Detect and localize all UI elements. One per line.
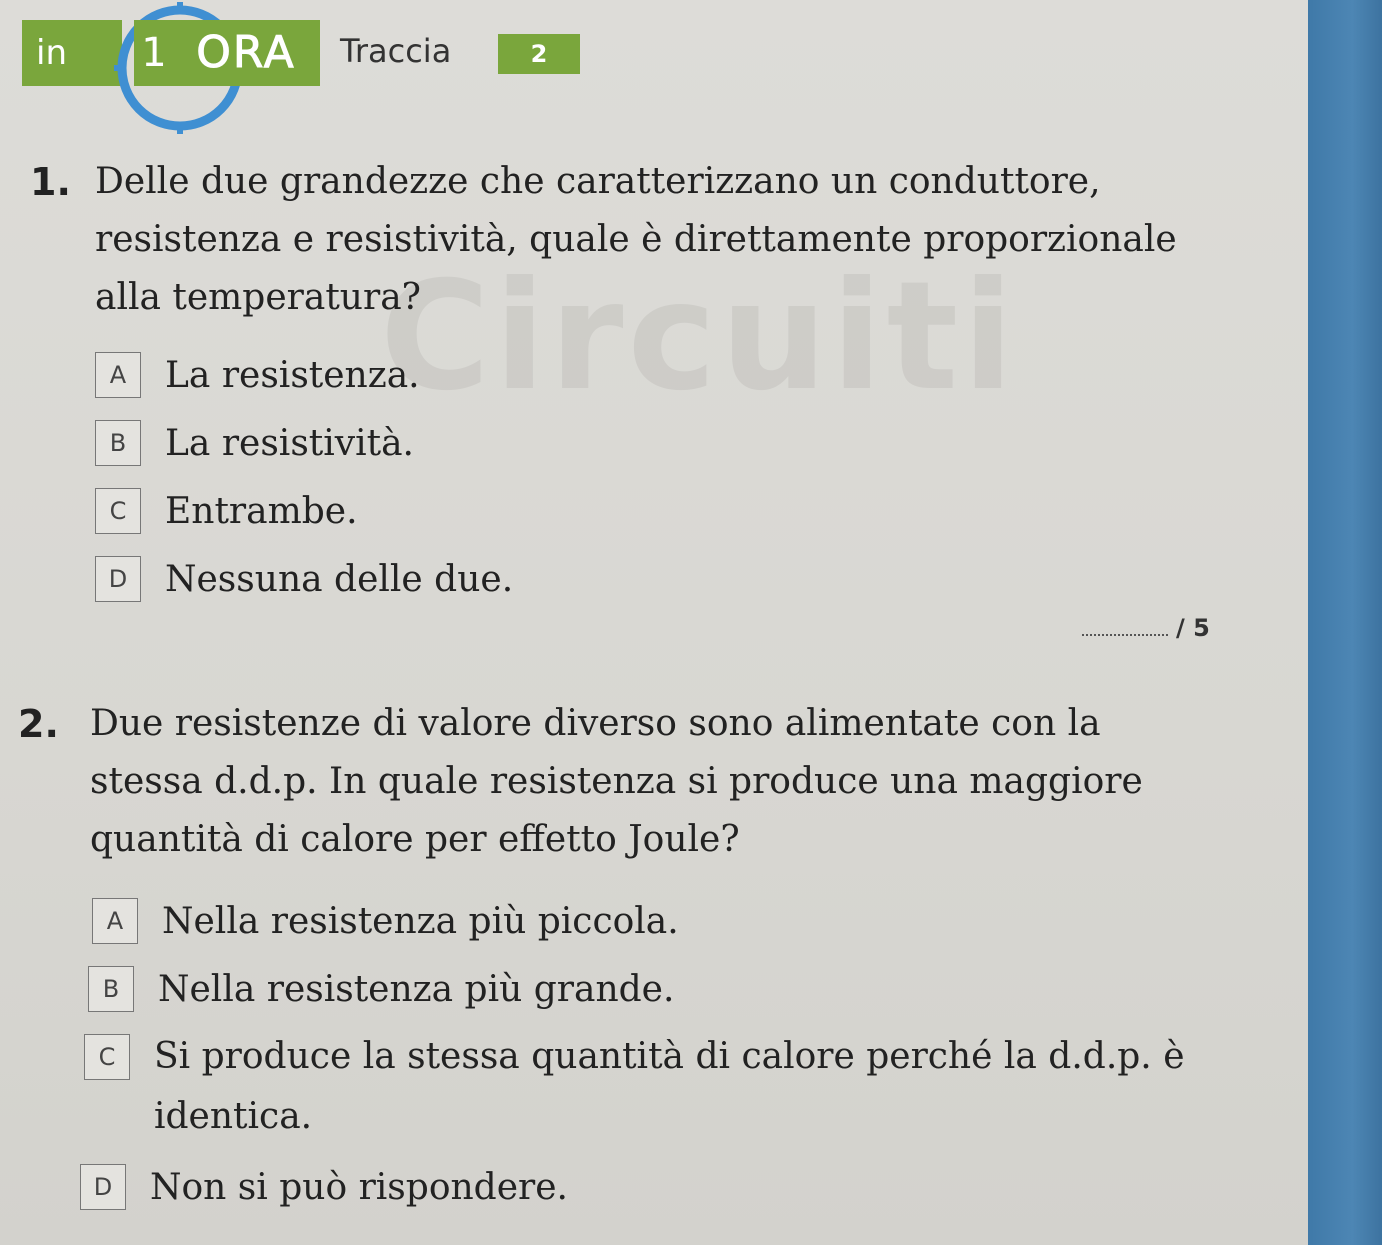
score-blank[interactable] bbox=[1082, 634, 1168, 636]
option-text: La resistività. bbox=[165, 422, 414, 464]
option-letter-box[interactable]: A bbox=[92, 898, 138, 944]
question-2-option-a[interactable] bbox=[92, 898, 679, 944]
traccia-number-badge: 2 bbox=[498, 34, 580, 74]
question-2-option-b[interactable] bbox=[88, 966, 674, 1012]
question-1-option-a[interactable] bbox=[95, 352, 420, 398]
hour-number: 1 bbox=[134, 20, 174, 86]
option-letter-box[interactable]: A bbox=[95, 352, 141, 398]
question-line: stessa d.d.p. In quale resistenza si produce una maggiore bbox=[90, 761, 1143, 802]
question-1-number: 1. bbox=[30, 160, 71, 204]
question-line: Due resistenze di valore diverso sono alimentate con la bbox=[90, 703, 1101, 744]
question-2-number: 2. bbox=[18, 702, 59, 746]
question-line: alla temperatura? bbox=[95, 277, 421, 318]
option-letter-box[interactable]: D bbox=[95, 556, 141, 602]
question-1-text bbox=[95, 153, 1177, 327]
option-text: Entrambe. bbox=[165, 490, 358, 532]
option-text: La resistenza. bbox=[165, 354, 420, 396]
in-badge: in bbox=[22, 20, 122, 86]
question-1-option-b[interactable] bbox=[95, 420, 414, 466]
traccia-label: Traccia bbox=[340, 32, 452, 70]
question-line: Delle due grandezze che caratterizzano un conduttore, bbox=[95, 161, 1101, 202]
question-2-option-c[interactable] bbox=[84, 1034, 1185, 1137]
option-text: Nella resistenza più piccola. bbox=[162, 900, 679, 942]
option-letter-box[interactable]: C bbox=[95, 488, 141, 534]
ora-badge: ORA bbox=[172, 20, 320, 86]
bleed-through-heading: Circuiti bbox=[380, 250, 1018, 424]
blue-page-edge bbox=[1308, 0, 1382, 1245]
option-text: Nessuna delle due. bbox=[165, 558, 514, 600]
option-line: identica. bbox=[154, 1096, 313, 1137]
question-line: resistenza e resistività, quale è direttamente proporzionale bbox=[95, 219, 1177, 260]
option-text: Non si può rispondere. bbox=[150, 1166, 568, 1208]
question-1-score[interactable]: / 5 bbox=[1082, 614, 1210, 642]
option-letter-box[interactable]: C bbox=[84, 1034, 130, 1080]
question-1-option-d[interactable] bbox=[95, 556, 513, 602]
option-letter-box[interactable]: B bbox=[95, 420, 141, 466]
option-text bbox=[154, 1034, 1185, 1140]
option-letter-box[interactable]: B bbox=[88, 966, 134, 1012]
option-letter-box[interactable]: D bbox=[80, 1164, 126, 1210]
question-1-option-c[interactable] bbox=[95, 488, 358, 534]
option-text: Nella resistenza più grande. bbox=[158, 968, 675, 1010]
question-line: quantità di calore per effetto Joule? bbox=[90, 819, 740, 860]
question-2-text bbox=[90, 695, 1143, 869]
option-line: Si produce la stessa quantità di calore perché la d.d.p. è bbox=[154, 1036, 1185, 1077]
question-2-option-d[interactable] bbox=[80, 1164, 568, 1210]
